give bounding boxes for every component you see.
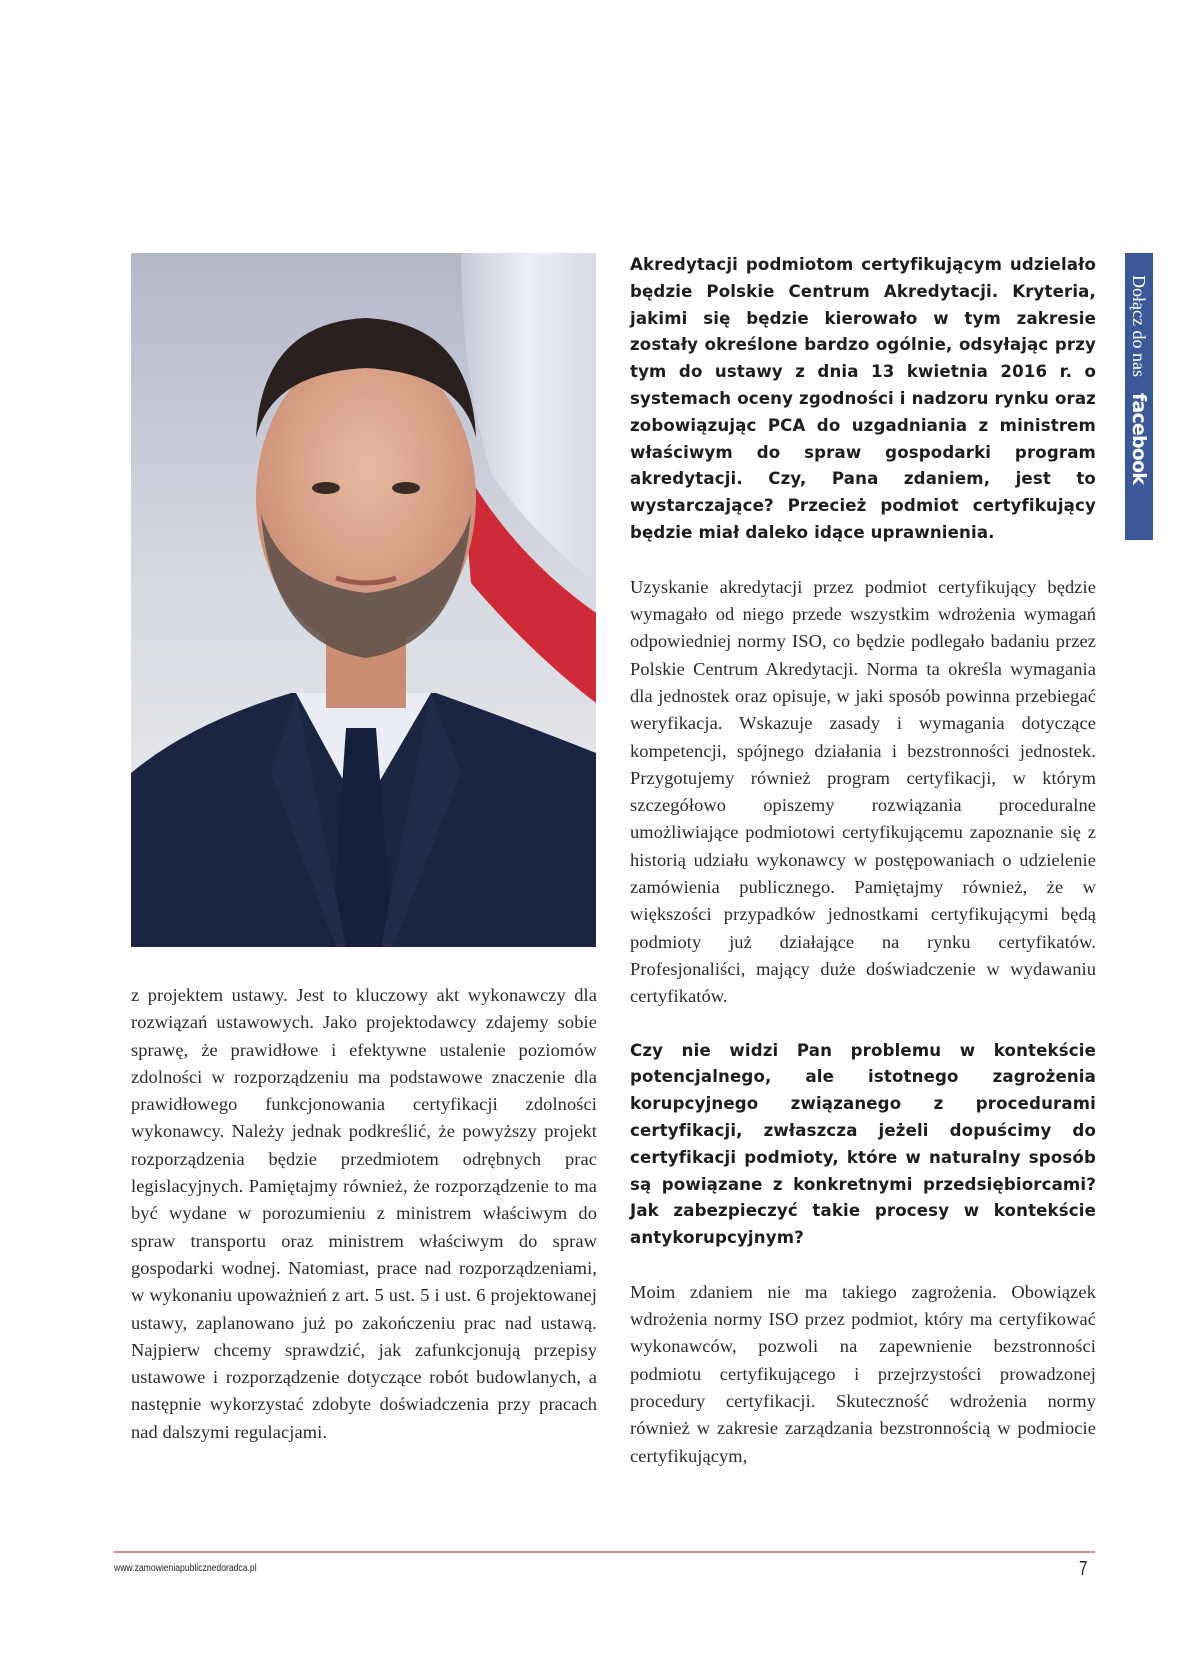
interview-question: Czy nie widzi Pan problemu w kontekście potencjalnego, ale istotnego zagrożenia korupcyjnego związanego z procedurami certyfikacji, zwłaszcza jeżeli dopuścimy do certyfikacji podmioty, które w naturalny sposób są powiązane z konkretnymi przedsiębiorcami? Jak zabezpieczyć takie procesy w kontekście antykorupcyjnym? [630,1040,1096,1248]
footer-website-link[interactable]: www.zamowieniapublicznedoradca.pl [114,1562,257,1574]
portrait-illustration [131,253,596,947]
page-number: 7 [1079,1558,1088,1580]
facebook-logo-icon: facebook [1128,392,1150,485]
right-text-column [630,252,1096,1470]
interview-answer: Moim zdaniem nie ma takiego zagrożenia. Obowiązek wdrożenia normy ISO przez podmiot, który ma certyfikować wykonawców, pozwoli na zapewnienie bezstronności podmiotu certyfikującego i przejrzystości prowadzonej procedury certyfikacji. Skuteczność wdrożenia normy również w zakresie zarządzania bezstronnością w podmiocie certyfikującym, [630,1281,1097,1466]
interview-answer: Uzyskanie akredytacji przez podmiot certyfikujący będzie wymagało od niego przede wszystkim wdrożenia wymagań odpowiedniej normy ISO, co będzie podlegało badaniu przez Polskie Centrum Akredytacji. Norma ta określa wymagania dla jednostek oraz opisuje, w jaki sposób powinna przebiegać weryfikacja. Wskazuje zasady i wymagania dotyczące kompetencji, spójnego działania i bezstronności jednostek. Przygotujemy również program certyfikacji, w którym szczegółowo opiszemy rozwiązania proceduralne umożliwiające podmiotowi certyfikującemu zapoznanie się z historią udziału wykonawcy w postępowaniach o udzielenie zamówienia publicznego. Pamiętajmy również, że w większości przypadków jednostkami certyfikującymi będą podmioty już działające na rynku certyfikatów. Profesjonaliści, mający duże doświadczenie w wydawaniu certyfikatów. [630,576,1097,1007]
portrait-photo [131,253,596,947]
facebook-join-label: Dołącz do nas [1129,275,1150,377]
footer-divider [114,1551,1095,1553]
interview-answer: z projektem ustawy. Jest to kluczowy akt wykonawczy dla rozwiązań ustawowych. Jako projektodawcy zdajemy sobie sprawę, że prawidłowe i efektywne ustalenie poziomów zdolności w rozporządzeniu ma podstawowe znaczenie dla prawidłowego funkcjonowania certyfikacji zdolności wykonawcy. Należy jednak podkreślić, że powyższy projekt rozporządzenia będzie przedmiotem odrębnych prac legislacyjnych. Pamiętajmy również, że rozporządzenie to ma być wydane w porozumieniu z ministrem właściwym do spraw transportu oraz ministrem właściwym do spraw gospodarki wodnej. Natomiast, prace nad rozporządzeniami, w wykonaniu upoważnień z art. 5 ust. 5 i ust. 6 projektowanej ustawy, zaplanowano już po zakończeniu prac nad ustawą. Najpierw chcemy sprawdzić, jak zafunkcjonują przepisy ustawowe i rozporządzenie dotyczące robót budowlanych, a następnie wykorzystać zdobyte doświadczenia przy pracach nad dalszymi regulacjami. [131,985,598,1442]
left-text-column [131,982,597,1446]
facebook-join-tab[interactable] [1125,253,1153,540]
interview-question: Akredytacji podmiotom certyfikującym udzielało będzie Polskie Centrum Akredytacji. Kryteria, jakimi się będzie kierowało w tym zakresie zostały określone bardzo ogólnie, odsyłając przy tym do ustawy z dnia 13 kwietnia 2016 r. o systemach oceny zgodności i nadzoru rynku oraz zobowiązując PCA do uzgadniania z ministrem właściwym do spraw gospodarki program akredytacji. Czy, Pana zdaniem, jest to wystarczające? Przecież podmiot certyfikujący będzie miał daleko idące uprawnienia. [630,255,1096,542]
